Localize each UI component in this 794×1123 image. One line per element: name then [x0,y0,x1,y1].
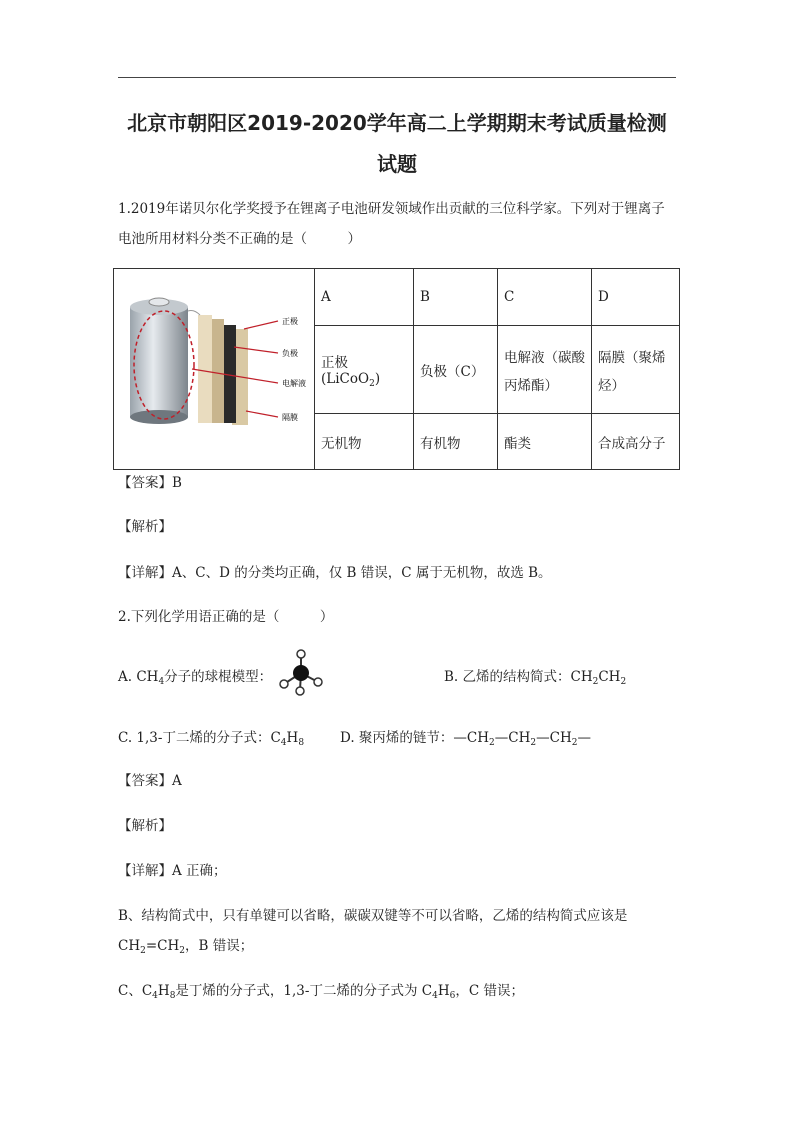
col-c-header: C [498,269,592,326]
cell-d-material: 隔膜（聚烯 烃） [592,325,680,413]
col-a-header: A [315,269,414,326]
cell-a-material: 正极(LiCoO$_2$) [315,325,414,413]
cell-c-category: 酯类 [498,414,592,470]
q2-detail-b-line2: $CH_2=CH_2$，B 错误； [118,938,254,956]
cell-a-category: 无机物 [315,414,414,470]
battery-terminal [149,298,169,306]
label-anode: 负极 [282,349,298,358]
q2-option-a: A. $CH_4$分子的球棍模型： [118,669,273,687]
cell-c-material: 电解液（碳酸 丙烯酯） [498,325,592,413]
q2-detail-c: C、$C_4H_8$是丁烯的分子式，1,3-丁二烯的分子式为 $C_4H_6$，C 错误； [118,983,524,1001]
q1-analysis-heading: 【解析】 [118,519,172,535]
q2-option-c: C. 1,3-丁二烯的分子式：$C_4H_8$ [118,730,305,748]
anode-sheet [198,315,212,423]
q2-option-d: D. 聚丙烯的链节：$—CH_2—CH_2—CH_2—$ [340,730,591,748]
label-cathode: 正极 [282,317,298,326]
q2-analysis-heading: 【解析】 [118,818,172,834]
label-electrolyte: 电解液 [282,379,306,388]
col-d-header: D [592,269,680,326]
ch4-ball-stick-model [276,648,326,698]
cell-d-category: 合成高分子 [592,414,680,470]
battery-figure-cell [114,269,315,470]
q2-detail-b-line1: B、结构简式中，只有单键可以省略，碳碳双键等不可以省略，乙烯的结构简式应该是 [118,908,628,924]
q1-detail: 【详解】A、C、D 的分类均正确，仅 B 错误，C 属于无机物，故选 B。 [118,565,552,581]
q2-answer: 【答案】A [118,773,182,789]
page-title-line2: 试题 [377,152,417,176]
q1-stem-line1: 1.2019年诺贝尔化学奖授予在锂离子电池研发领域作出贡献的三位科学家。下列对于锂离子 [118,201,665,217]
label-separator: 隔膜 [282,413,298,422]
cell-b-material: 负极（C） [414,325,498,413]
q2-detail-a: 【详解】A 正确； [118,863,227,879]
battery-illustration [114,269,314,465]
col-b-header: B [414,269,498,326]
q1-stem-line2: 电池所用材料分类不正确的是（ ） [118,231,361,247]
header-rule [118,77,676,78]
battery-can [130,307,188,417]
q2-option-b: B. 乙烯的结构简式：$CH_2CH_2$ [444,669,627,687]
q2-stem: 2.下列化学用语正确的是（ ） [118,609,334,625]
q1-materials-table [113,268,680,470]
electrolyte-sheet [210,319,224,423]
cell-b-category: 有机物 [414,414,498,470]
page-title: 北京市朝阳区2019-2020学年高二上学期期末考试质量检测 [127,111,667,135]
q1-answer: 【答案】B [118,475,182,491]
